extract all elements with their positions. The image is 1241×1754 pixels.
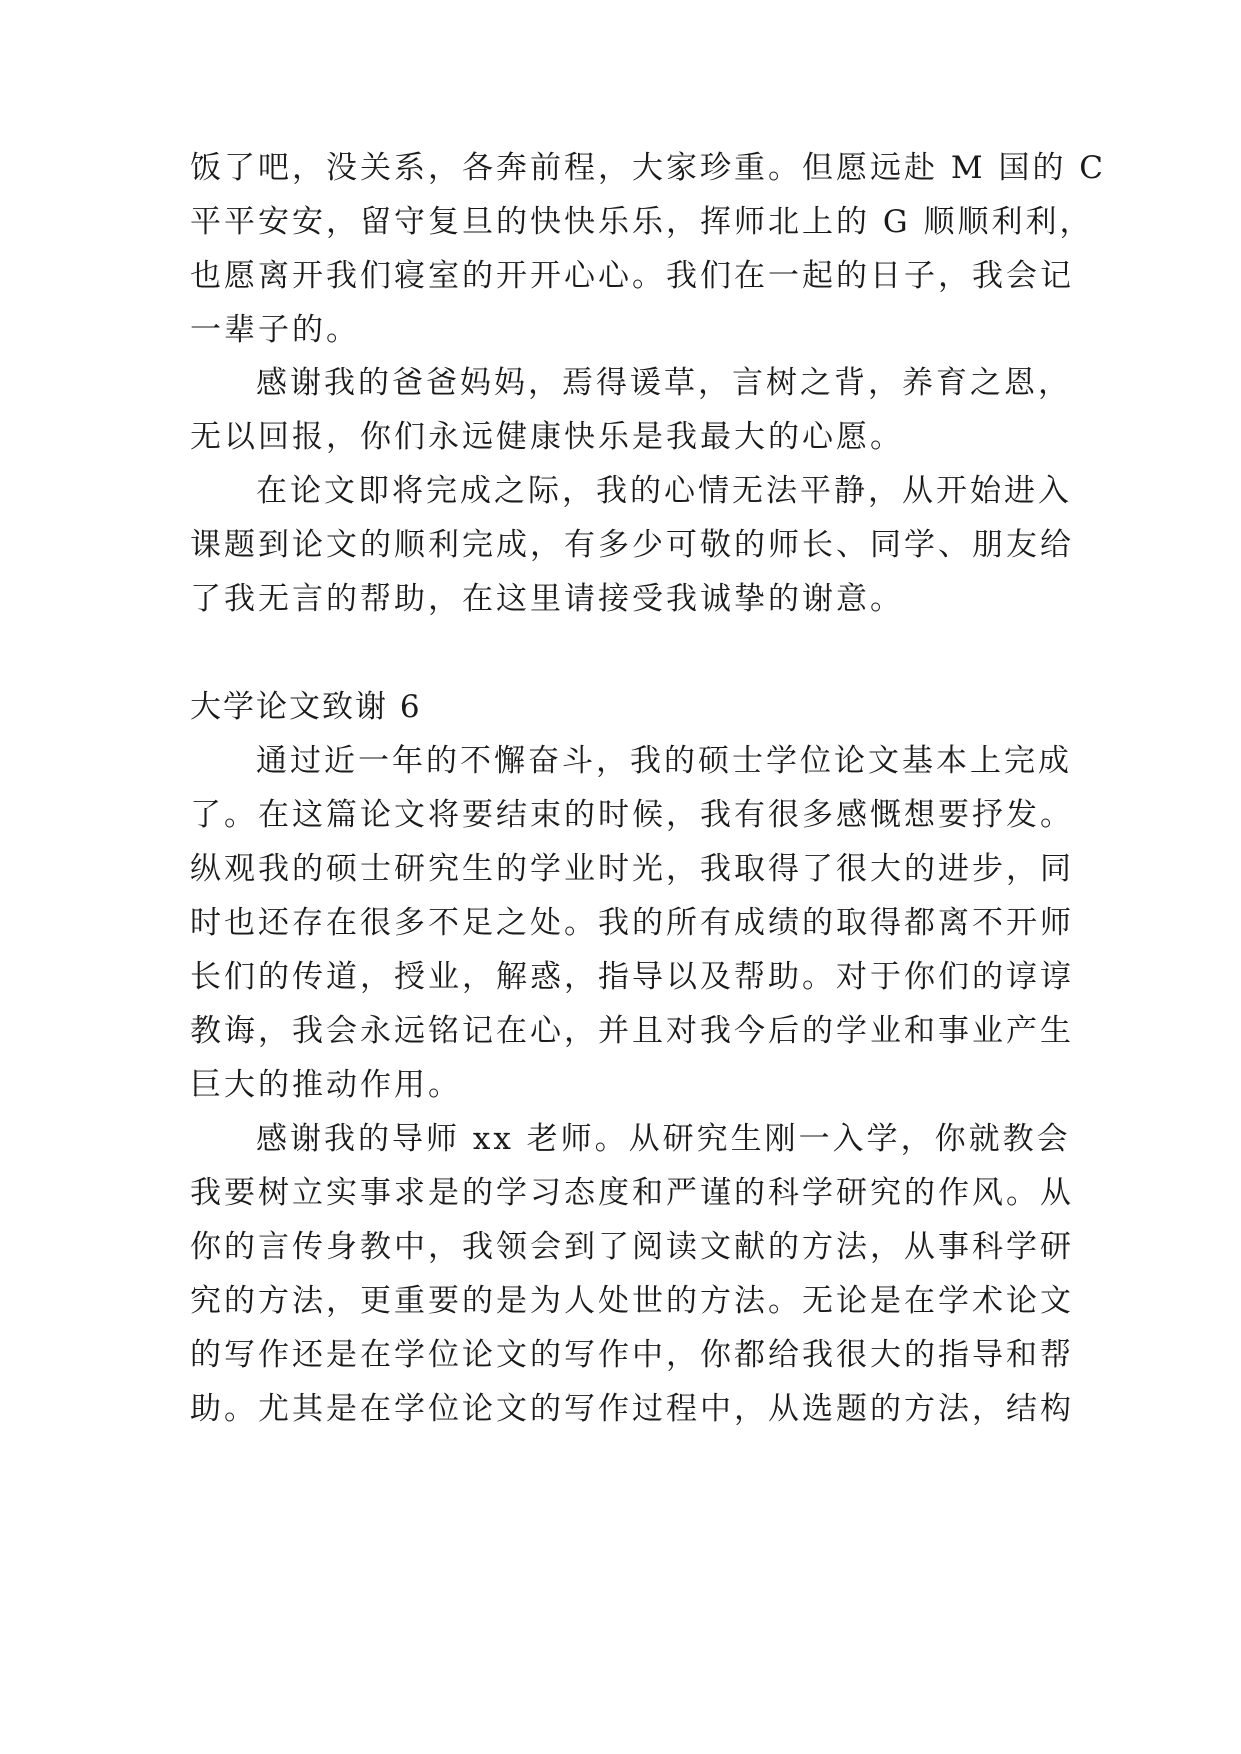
paragraph-line: 饭了吧，没关系，各奔前程，大家珍重。但愿远赴 M 国的 C [190,150,1107,186]
paragraph-line: 长们的传道，授业，解惑，指导以及帮助。对于你们的谆谆 [190,959,1074,995]
paragraph-line: 感谢我的爸爸妈妈，焉得谖草，言树之背，养育之恩， [256,365,1072,401]
paragraph-line: 一辈子的。 [190,312,360,348]
paragraph-line: 教诲，我会永远铭记在心，并且对我今后的学业和事业产生 [190,1013,1074,1049]
paragraph-line: 究的方法，更重要的是为人处世的方法。无论是在学术论文 [190,1283,1074,1319]
paragraph-line: 在论文即将完成之际，我的心情无法平静，从开始进入 [256,473,1072,509]
paragraph-line: 时也还存在很多不足之处。我的所有成绩的取得都离不开师 [190,905,1074,941]
paragraph-line: 通过近一年的不懈奋斗，我的硕士学位论文基本上完成 [256,743,1072,779]
paragraph-line: 你的言传身教中，我领会到了阅读文献的方法，从事科学研 [190,1229,1074,1265]
paragraph-line: 课题到论文的顺利完成，有多少可敬的师长、同学、朋友给 [190,527,1074,563]
paragraph-line: 助。尤其是在学位论文的写作过程中，从选题的方法，结构 [190,1391,1074,1427]
paragraph-line: 了。在这篇论文将要结束的时候，我有很多感慨想要抒发。 [190,797,1074,833]
paragraph-line: 平平安安，留守复旦的快快乐乐，挥师北上的 G 顺顺利利， [190,204,1094,240]
paragraph-line: 感谢我的导师 xx 老师。从研究生刚一入学，你就教会 [256,1121,1071,1157]
paragraph-line: 巨大的推动作用。 [190,1067,462,1103]
paragraph-line: 了我无言的帮助，在这里请接受我诚挚的谢意。 [190,581,904,617]
paragraph-line: 的写作还是在学位论文的写作中，你都给我很大的指导和帮 [190,1337,1074,1373]
paragraph-line: 无以回报，你们永远健康快乐是我最大的心愿。 [190,419,904,455]
paragraph-line: 也愿离开我们寝室的开开心心。我们在一起的日子，我会记 [190,258,1074,294]
section-heading: 大学论文致谢 6 [190,689,422,725]
paragraph-line: 纵观我的硕士研究生的学业时光，我取得了很大的进步，同 [190,851,1074,887]
paragraph-line: 我要树立实事求是的学习态度和严谨的科学研究的作风。从 [190,1175,1074,1211]
